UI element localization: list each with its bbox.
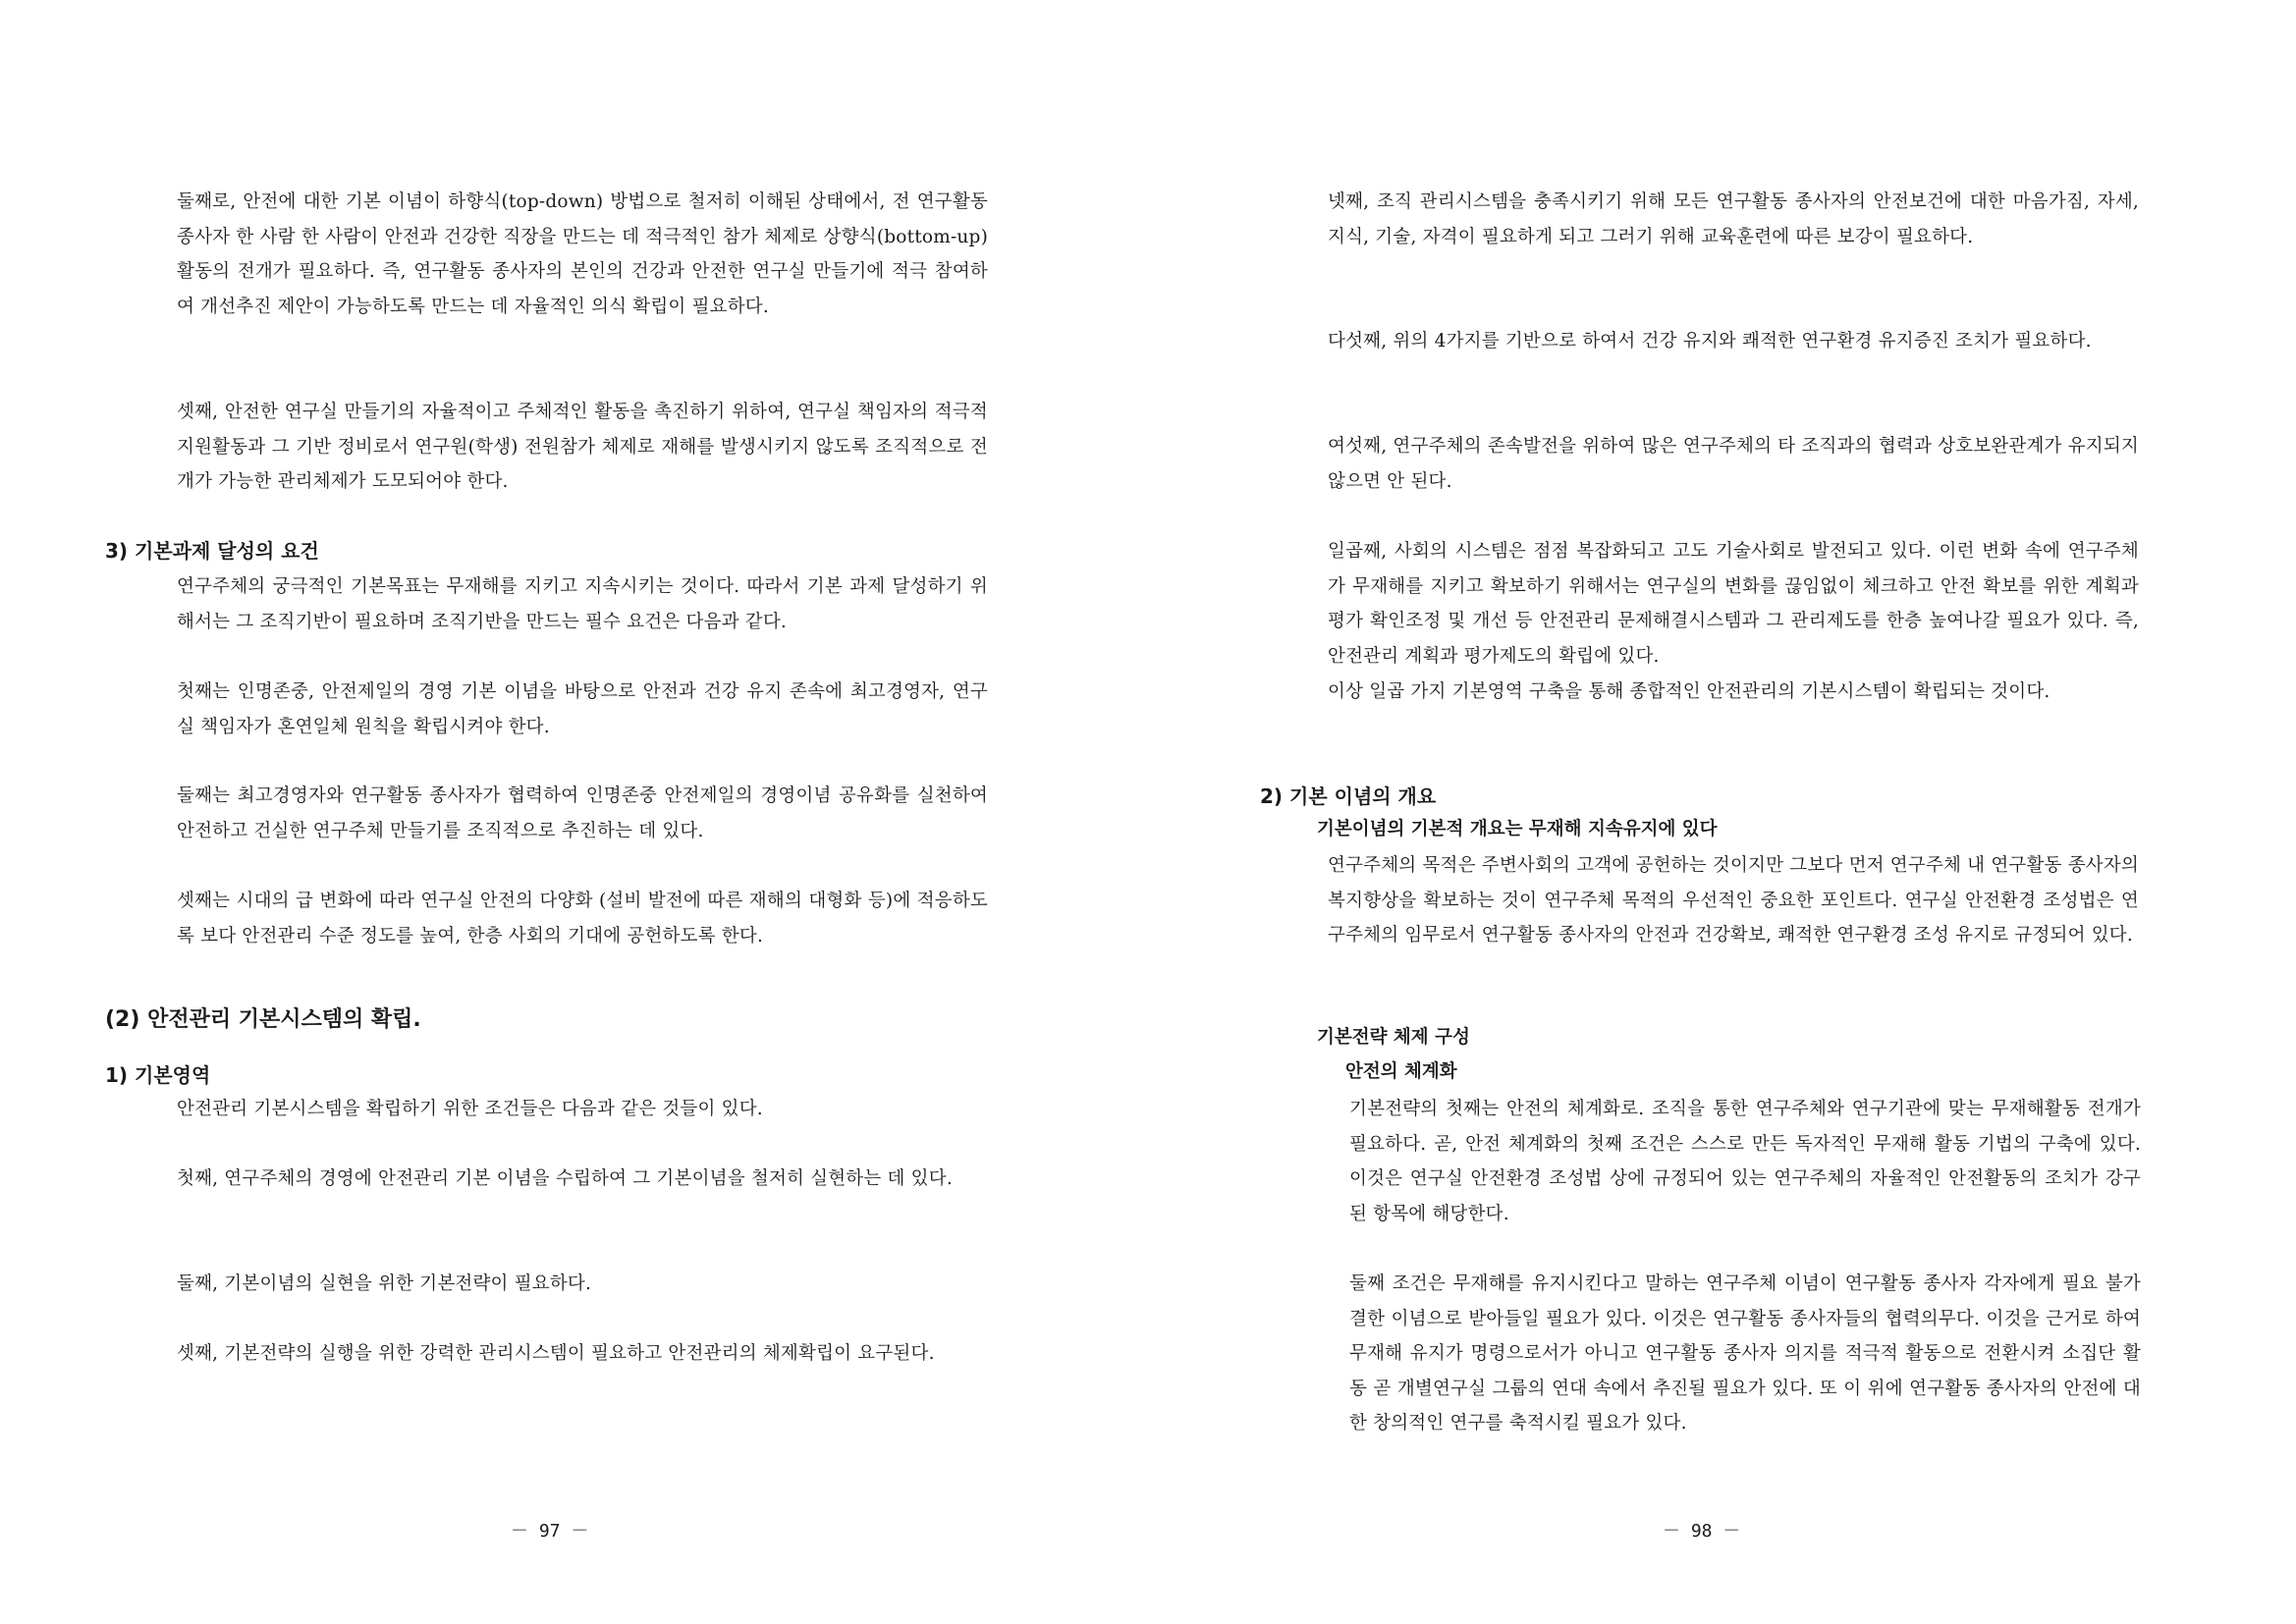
paragraph-area-3: 셋째, 기본전략의 실행을 위한 강력한 관리시스템이 필요하고 안전관리의 체제확립이 요구된다. bbox=[177, 1343, 935, 1364]
right-page bbox=[1148, 0, 2296, 1624]
paragraph-requirement-2: 둘째는 최고경영자와 연구활동 종사자가 협력하여 인명존중 안전제일의 경영이념 공유화를 실천하여 안전하고 건실한 연구주체 만들기를 조직적으로 추진하는 데 있다. bbox=[177, 785, 988, 841]
subhead-systematization: 안전의 체계화 bbox=[1345, 1061, 1457, 1082]
heading-basic-concept: 2) 기본 이념의 개요 bbox=[1260, 785, 1437, 808]
paragraph-area-2: 둘째, 기본이념의 실현을 위한 기본전략이 필요하다. bbox=[177, 1273, 592, 1294]
heading-basic-area: 1) 기본영역 bbox=[105, 1063, 211, 1087]
paragraph-strategy-1: 기본전략의 첫째는 안전의 체계화로. 조직을 통한 연구주체와 연구기관에 맞는 무재해활동 전개가 필요하다. 곧, 안전 체계화의 첫째 조건은 스스로 만든 독자적인 무재해 활동 기법의 구축에 있다. 이것은 연구실 안전환경 조성법 상에 규정되어 있는 연구주체의 자율적인 안전활동의 조치가 강구된 항목에 해당한다. bbox=[1349, 1099, 2141, 1224]
paragraph-sixth: 여섯째, 연구주체의 존속발전을 위하여 많은 연구주체의 타 조직과의 협력과 상호보완관계가 유지되지 않으면 안 된다. bbox=[1328, 436, 2139, 492]
paragraph-area-intro: 안전관리 기본시스템을 확립하기 위한 조건들은 다음과 같은 것들이 있다. bbox=[177, 1099, 763, 1119]
paragraph-requirement-1: 첫째는 인명존중, 안전제일의 경영 기본 이념을 바탕으로 안전과 건강 유지 존속에 최고경영자, 연구실 책임자가 혼연일체 원칙을 확립시켜야 한다. bbox=[177, 681, 988, 737]
subhead-purpose: 기본이념의 기본적 개요는 무재해 지속유지에 있다 bbox=[1317, 819, 1718, 839]
paragraph-seventh: 일곱째, 사회의 시스템은 점점 복잡화되고 고도 기술사회로 발전되고 있다. 이런 변화 속에 연구주체가 무재해를 지키고 확보하기 위해서는 연구실의 변화를 끊임없이 체크하고 안전 확보를 위한 계획과 평가 확인조정 및 개선 등 안전관리 문제해결시스템과 그 관리제도를 한층 높여나갈 필요가 있다. 즉, 안전관리 계획과 평가제도의 확립에 있다. bbox=[1328, 541, 2139, 667]
paragraph-fifth: 다섯째, 위의 4가지를 기반으로 하여서 건강 유지와 쾌적한 연구환경 유지증진 조치가 필요하다. bbox=[1328, 331, 2092, 352]
paragraph-second: 둘째로, 안전에 대한 기본 이념이 하향식(top-down) 방법으로 철저히 이해된 상태에서, 전 연구활동 종사자 한 사람 한 사람이 안전과 건강한 직장을 만드는 데 적극적인 참가 체제로 상향식(bottom-up) 활동의 전개가 필요하다. 즉, 연구활동 종사자의 본인의 건강과 안전한 연구실 만들기에 적극 참여하여 개선추진 제안이 가능하도록 만드는 데 자율적인 의식 확립이 필요하다. bbox=[177, 191, 988, 317]
paragraph-summary: 이상 일곱 가지 기본영역 구축을 통해 종합적인 안전관리의 기본시스템이 확립되는 것이다. bbox=[1328, 681, 2050, 702]
paragraph-area-1: 첫째, 연구주체의 경영에 안전관리 기본 이념을 수립하여 그 기본이념을 철저히 실현하는 데 있다. bbox=[177, 1168, 953, 1189]
page-number: － 97 － bbox=[511, 1521, 589, 1542]
subhead-strategy: 기본전략 체제 구성 bbox=[1317, 1027, 1470, 1048]
paragraph-third: 셋째, 안전한 연구실 만들기의 자율적이고 주체적인 활동을 촉진하기 위하여, 연구실 책임자의 적극적 지원활동과 그 기반 정비로서 연구원(학생) 전원참가 체제로 재해를 발생시키지 않도록 조직적으로 전개가 가능한 관리체제가 도모되어야 한다. bbox=[177, 402, 988, 493]
paragraph-fourth: 넷째, 조직 관리시스템을 충족시키기 위해 모든 연구활동 종사자의 안전보건에 대한 마음가짐, 자세, 지식, 기술, 자격이 필요하게 되고 그러기 위해 교육훈련에 따른 보강이 필요하다. bbox=[1328, 191, 2139, 247]
heading-safety-system: (2) 안전관리 기본시스템의 확립. bbox=[105, 1007, 421, 1032]
paragraph-purpose: 연구주체의 목적은 주변사회의 고객에 공헌하는 것이지만 그보다 먼저 연구주체 내 연구활동 종사자의 복지향상을 확보하는 것이 연구주체 목적의 우선적인 중요한 포인트다. 연구실 안전환경 조성법은 연구주체의 임무로서 연구활동 종사자의 안전과 건강확보, 쾌적한 연구환경 조성 유지로 규정되어 있다. bbox=[1328, 855, 2139, 947]
page-number: － 98 － bbox=[1663, 1521, 1741, 1542]
paragraph-requirements-intro: 연구주체의 궁극적인 기본목표는 무재해를 지키고 지속시키는 것이다. 따라서 기본 과제 달성하기 위해서는 그 조직기반이 필요하며 조직기반을 만드는 필수 요건은 다음과 같다. bbox=[177, 576, 988, 632]
paragraph-requirement-3: 셋째는 시대의 급 변화에 따라 연구실 안전의 다양화 (설비 발전에 따른 재해의 대형화 등)에 적응하도록 보다 안전관리 수준 정도를 높여, 한층 사회의 기대에 공헌하도록 한다. bbox=[177, 891, 988, 947]
heading-requirements: 3) 기본과제 달성의 요건 bbox=[105, 539, 319, 563]
paragraph-strategy-2: 둘째 조건은 무재해를 유지시킨다고 말하는 연구주체 이념이 연구활동 종사자 각자에게 필요 불가결한 이념으로 받아들일 필요가 있다. 이것은 연구활동 종사자들의 협력의무다. 이것을 근거로 하여 무재해 유지가 명령으로서가 아니고 연구활동 종사자 의지를 적극적 활동으로 전환시켜 소집단 활동 곧 개별연구실 그룹의 연대 속에서 추진될 필요가 있다. 또 이 위에 연구활동 종사자의 안전에 대한 창의적인 연구를 축적시킬 필요가 있다. bbox=[1349, 1273, 2141, 1435]
